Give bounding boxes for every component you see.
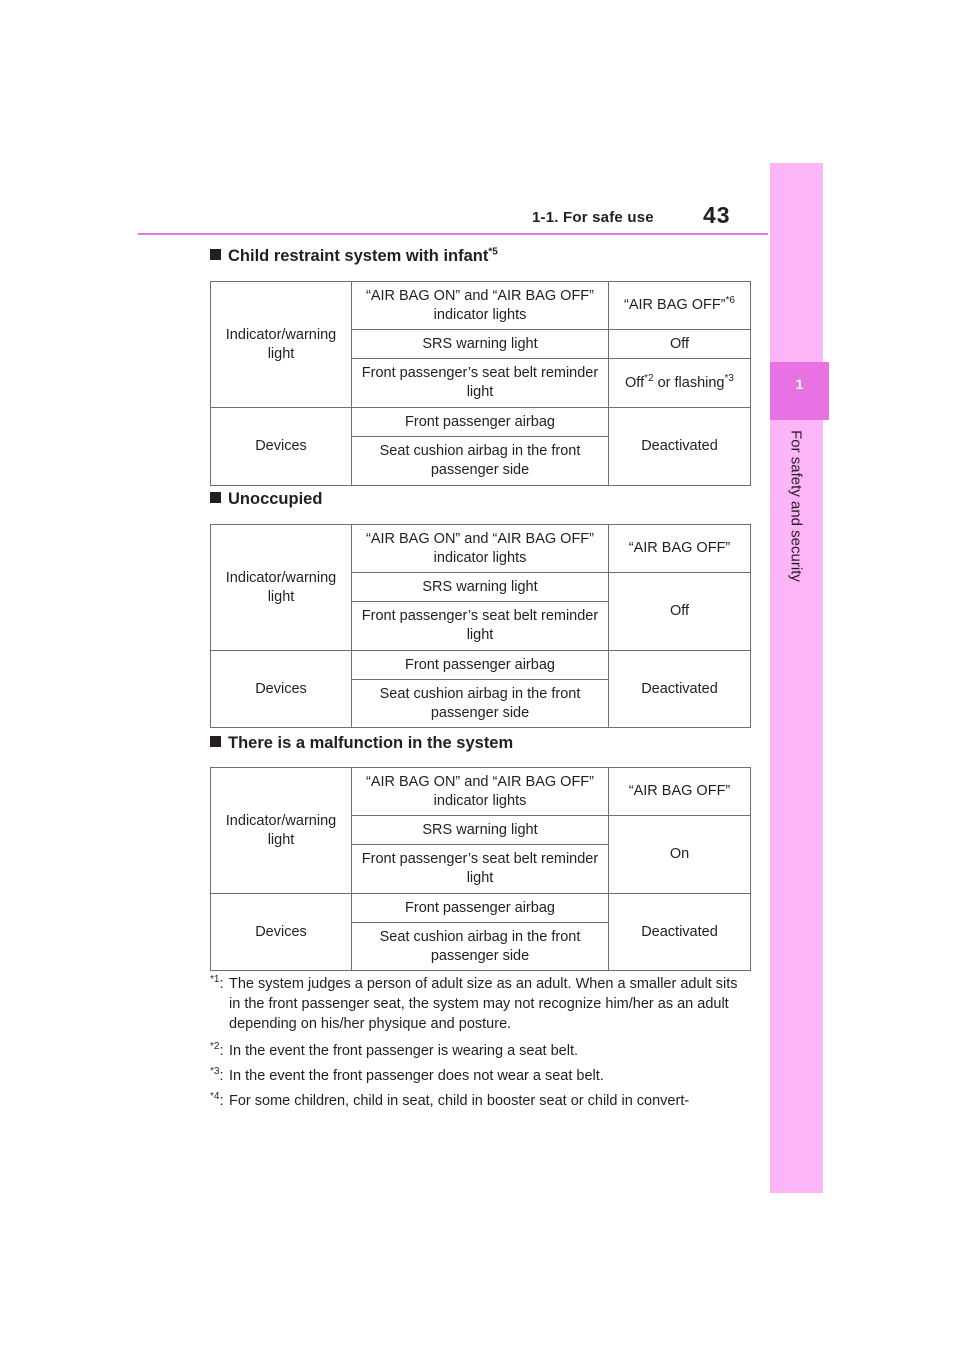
table-cell: “AIR BAG ON” and “AIR BAG OFF” indicator lights xyxy=(352,768,609,816)
section-title: 1-1. For safe use xyxy=(532,209,654,226)
table-cell: “AIR BAG ON” and “AIR BAG OFF” indicator lights xyxy=(352,282,609,330)
table-cell: Off xyxy=(609,330,751,359)
footnote-1: $^{*1}$: The system judges a person of adult size as an adult. When a smaller adult sits in the front passenger seat, the system may not recognize him/her as an adult depending on his/her physique and posture. xyxy=(210,974,738,1032)
table-malfunction xyxy=(210,767,751,971)
heading-child-restraint: Child restraint system with infant$^{*5}$ xyxy=(210,247,498,266)
chapter-number: 1 xyxy=(795,376,804,392)
bullet-square-icon xyxy=(210,249,221,260)
table-cell: Deactivated xyxy=(609,408,751,486)
table-cell: SRS warning light xyxy=(352,816,609,845)
table-cell: “AIR BAG OFF”$^{*6}$ xyxy=(609,282,751,330)
footnote-3: $^{*3}$: In the event the front passenger does not wear a seat belt. xyxy=(210,1066,604,1084)
table-cell: Front passenger’s seat belt reminder light xyxy=(352,602,609,651)
header-divider xyxy=(138,233,768,235)
table-cell: Front passenger’s seat belt reminder light xyxy=(352,845,609,894)
bullet-square-icon xyxy=(210,736,221,747)
chapter-sidebar xyxy=(770,163,823,1193)
heading-unoccupied: Unoccupied xyxy=(210,490,322,509)
table-cell: Seat cushion airbag in the front passenger side xyxy=(352,923,609,971)
table-cell: Seat cushion airbag in the front passenger side xyxy=(352,680,609,728)
table-cell: Off$^{*2}$ or flashing$^{*3}$ xyxy=(609,359,751,408)
heading-malfunction: There is a malfunction in the system xyxy=(210,734,513,753)
footnote-4: $^{*4}$: For some children, child in seat, child in booster seat or child in convert- xyxy=(210,1091,690,1109)
table-cell: SRS warning light xyxy=(352,330,609,359)
chapter-title: For safety and security xyxy=(787,430,805,582)
table-cell: “AIR BAG OFF” xyxy=(609,525,751,573)
table-cell: Off xyxy=(609,573,751,651)
bullet-square-icon xyxy=(210,492,221,503)
table-cell: Deactivated xyxy=(609,651,751,728)
table-cell: Front passenger airbag xyxy=(352,894,609,923)
table-cell: Deactivated xyxy=(609,894,751,971)
table-cell: Front passenger airbag xyxy=(352,651,609,680)
row-header-indicator: Indicator/warning light xyxy=(211,525,352,651)
row-header-indicator: Indicator/warning light xyxy=(211,768,352,894)
table-cell: On xyxy=(609,816,751,894)
row-header-devices: Devices xyxy=(211,408,352,486)
row-header-devices: Devices xyxy=(211,894,352,971)
row-header-indicator: Indicator/warning light xyxy=(211,282,352,408)
table-cell: “AIR BAG OFF” xyxy=(609,768,751,816)
footnote-2: $^{*2}$: In the event the front passenger is wearing a seat belt. xyxy=(210,1041,579,1059)
table-child-restraint xyxy=(210,281,751,486)
table-cell: Seat cushion airbag in the front passenger side xyxy=(352,437,609,486)
table-unoccupied xyxy=(210,524,751,728)
page-number: 43 xyxy=(703,202,731,228)
row-header-devices: Devices xyxy=(211,651,352,728)
footnote-ref: *5 xyxy=(488,246,498,258)
table-cell: “AIR BAG ON” and “AIR BAG OFF” indicator lights xyxy=(352,525,609,573)
table-cell: Front passenger airbag xyxy=(352,408,609,437)
table-cell: Front passenger’s seat belt reminder light xyxy=(352,359,609,408)
table-cell: SRS warning light xyxy=(352,573,609,602)
